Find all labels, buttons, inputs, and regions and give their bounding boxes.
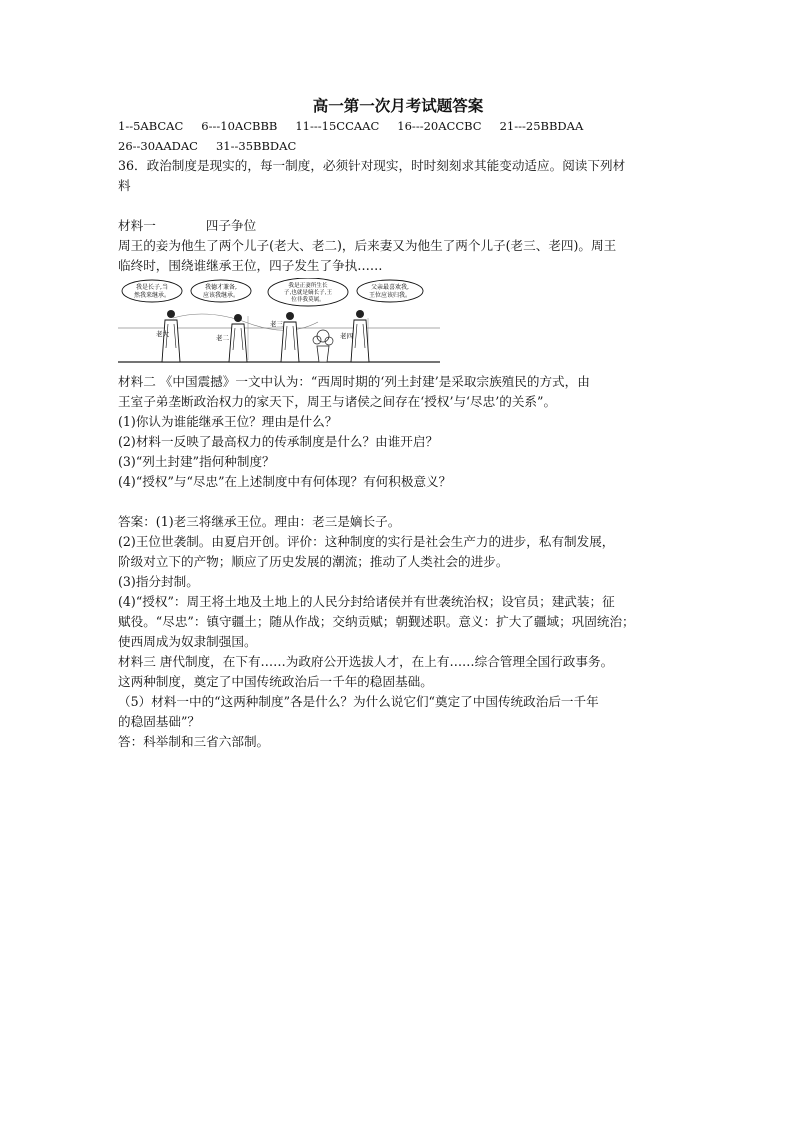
speech-bubble: [268, 278, 348, 306]
answer-group: 11---15CCAAC: [295, 119, 380, 133]
answer-3: (3)指分封制。: [118, 574, 199, 589]
answer-group: 16---20ACCBC: [397, 119, 482, 133]
svg-text:位非我莫属。: 位非我莫属。: [291, 297, 325, 303]
answer-4-cont: 赋役。“尽忠”：镇守疆土；随从作战；交纳贡赋；朝觐述职。意义：扩大了疆域；巩固统治；: [118, 614, 635, 629]
question-36-intro: 36．政治制度是现实的，每一制度，必须针对现实，时时刻刻求其能变动适应。阅读下列材: [118, 158, 626, 173]
question-1: (1)你认为谁能继承王位？理由是什么？: [118, 414, 338, 429]
svg-text:我是正妻所生长: 我是正妻所生长: [288, 283, 328, 289]
figure-label: 老大: [156, 330, 169, 338]
answer-key-line-1: [118, 116, 678, 136]
material-2-text-cont: 王室子弟垄断政治权力的家天下，周王与诸侯之间存在‘授权’与‘尽忠’的关系”。: [118, 394, 557, 409]
material-1-title: 四子争位: [205, 218, 257, 233]
speech-bubble: [357, 280, 423, 302]
svg-text:然我来继承。: 然我来继承。: [133, 292, 171, 299]
question-5-cont: 的稳固基础”？: [118, 714, 201, 729]
material-1-text: 周王的妾为他生了两个儿子(老大、老二)，后来妻又为他生了两个儿子(老三、老四)。周王: [118, 238, 617, 253]
answer-4: (4)“授权”：周王将土地及土地上的人民分封给诸侯并有世袭统治权；设官员；建武装；征: [118, 594, 615, 609]
svg-text:应该我继承。: 应该我继承。: [202, 292, 240, 299]
four-sons-illustration: [118, 278, 440, 366]
question-2: (2)材料一反映了最高权力的传承制度是什么？由谁开启？: [118, 434, 439, 449]
answer-group: 26--30AADAC: [118, 139, 198, 153]
speech-bubble: [191, 280, 251, 302]
material-3-text-cont: 这两种制度，奠定了中国传统政治后一千年的稳固基础。: [118, 674, 433, 689]
answer-group: 1--5ABCAC: [118, 119, 184, 133]
answer-2: (2)王位世袭制。由夏启开创。评价：这种制度的实行是社会生产力的进步，私有制发展，: [118, 534, 615, 549]
figure-label: 老三: [270, 320, 283, 328]
material-1-text-cont: 临终时，围绕谁继承王位，四子发生了争执……: [118, 258, 383, 273]
question-5: （5）材料一中的“这两种制度”各是什么？为什么说它们“奠定了中国传统政治后一千年: [118, 694, 599, 709]
figure-label: 老二: [216, 334, 229, 342]
svg-text:我德才兼备,: 我德才兼备,: [205, 284, 237, 291]
speech-bubble: [122, 280, 182, 302]
answer-key-line-2: [118, 136, 678, 156]
svg-text:父亲最喜欢我,: 父亲最喜欢我,: [371, 284, 409, 291]
material-2-text: 材料二 《中国震撼》一文中认为：“西周时期的‘列土封建’是采取宗族殖民的方式，由: [118, 374, 590, 389]
figure-label: 老四: [340, 332, 353, 340]
answer-2-cont: 阶级对立下的产物；顺应了历史发展的潮流；推动了人类社会的进步。: [118, 554, 509, 569]
material-1-heading: [118, 216, 678, 236]
document-page: [118, 96, 678, 752]
question-3: (3)“列土封建”指何种制度？: [118, 454, 275, 469]
material-1-label: 材料一: [118, 218, 156, 233]
svg-text:王位应该归我。: 王位应该归我。: [368, 292, 412, 299]
question-36-intro-cont: 料: [118, 178, 131, 193]
answer-group: 6---10ACBBB: [201, 119, 278, 133]
svg-text:子,也就是嫡长子,王: 子,也就是嫡长子,王: [283, 290, 333, 296]
answer-group: 21---25BBDAA: [499, 119, 584, 133]
question-4: (4)“授权”与“尽忠”在上述制度中有何体现？有何积极意义？: [118, 474, 452, 489]
answer-group: 31--35BBDAC: [215, 139, 297, 153]
svg-text:我是长子,当: 我是长子,当: [136, 284, 168, 291]
answer-4-cont: 使西周成为奴隶制强国。: [118, 634, 257, 649]
page-title: 高一第一次月考试题答案: [312, 96, 484, 115]
answer-5: 答：科举制和三省六部制。: [118, 734, 270, 749]
answer-1: 答案：(1)老三将继承王位。理由：老三是嫡长子。: [118, 514, 401, 529]
material-3-text: 材料三 唐代制度，在下有……为政府公开选拔人才，在上有……综合管理全国行政事务。: [118, 654, 614, 669]
